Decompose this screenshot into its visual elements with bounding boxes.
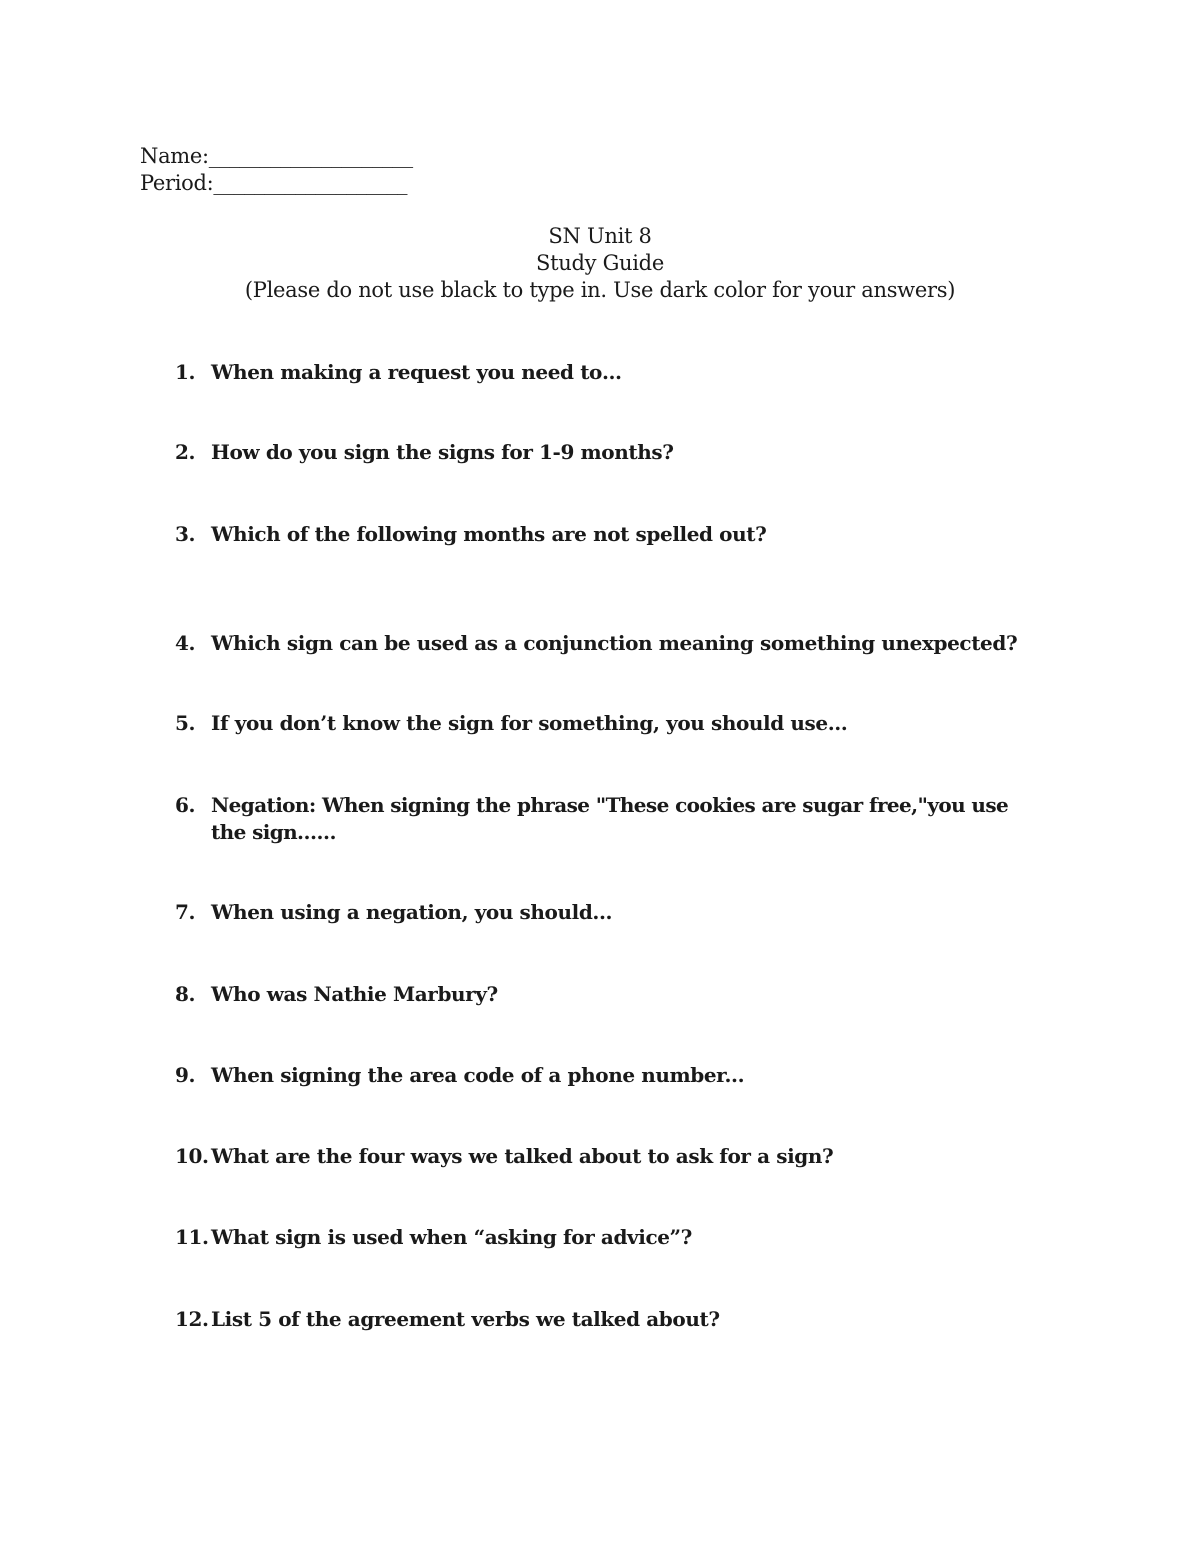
period-field-line: Period:___________________	[140, 171, 408, 195]
question-item	[175, 359, 1035, 386]
question-text: Which sign can be used as a conjunction meaning something unexpected?	[211, 631, 1018, 655]
question-item	[175, 630, 1035, 657]
question-text: When making a request you need to…	[211, 360, 622, 384]
question-text: If you don’t know the sign for something, you should use…	[211, 711, 848, 735]
question-item	[175, 1143, 1035, 1170]
name-field-line: Name:____________________	[140, 144, 413, 168]
question-number: 5.	[175, 711, 196, 735]
question-item	[175, 981, 1035, 1008]
question-item	[175, 1306, 1035, 1333]
question-number: 2.	[175, 440, 196, 464]
question-text: Negation: When signing the phrase "These cookies are sugar free,"you use the sign……	[211, 793, 1009, 844]
question-item	[175, 899, 1035, 926]
question-item	[175, 439, 1035, 466]
question-number: 3.	[175, 522, 196, 546]
question-number: 1.	[175, 360, 196, 384]
question-item	[175, 1224, 1035, 1251]
question-number: 9.	[175, 1063, 196, 1087]
question-number: 11.	[175, 1225, 209, 1249]
question-text: Which of the following months are not spelled out?	[211, 522, 767, 546]
question-item	[175, 521, 1035, 548]
question-number: 6.	[175, 793, 196, 817]
question-number: 10.	[175, 1144, 209, 1168]
question-number: 4.	[175, 631, 196, 655]
question-item	[175, 710, 1035, 737]
question-number: 12.	[175, 1307, 209, 1331]
question-text: What sign is used when “asking for advice”?	[211, 1225, 692, 1249]
question-text: When using a negation, you should...	[211, 900, 613, 924]
question-number: 7.	[175, 900, 196, 924]
document-title: SN Unit 8	[548, 224, 652, 248]
question-text: Who was Nathie Marbury?	[211, 982, 498, 1006]
question-text: List 5 of the agreement verbs we talked about?	[211, 1307, 720, 1331]
question-number: 8.	[175, 982, 196, 1006]
question-text: When signing the area code of a phone number...	[211, 1063, 745, 1087]
instructions-text: (Please do not use black to type in. Use dark color for your answers)	[244, 278, 956, 302]
question-text: How do you sign the signs for 1-9 months?	[211, 440, 674, 464]
question-item	[175, 792, 1035, 846]
document-subtitle: Study Guide	[536, 251, 664, 275]
question-item	[175, 1062, 1035, 1089]
question-text: What are the four ways we talked about to ask for a sign?	[211, 1144, 834, 1168]
